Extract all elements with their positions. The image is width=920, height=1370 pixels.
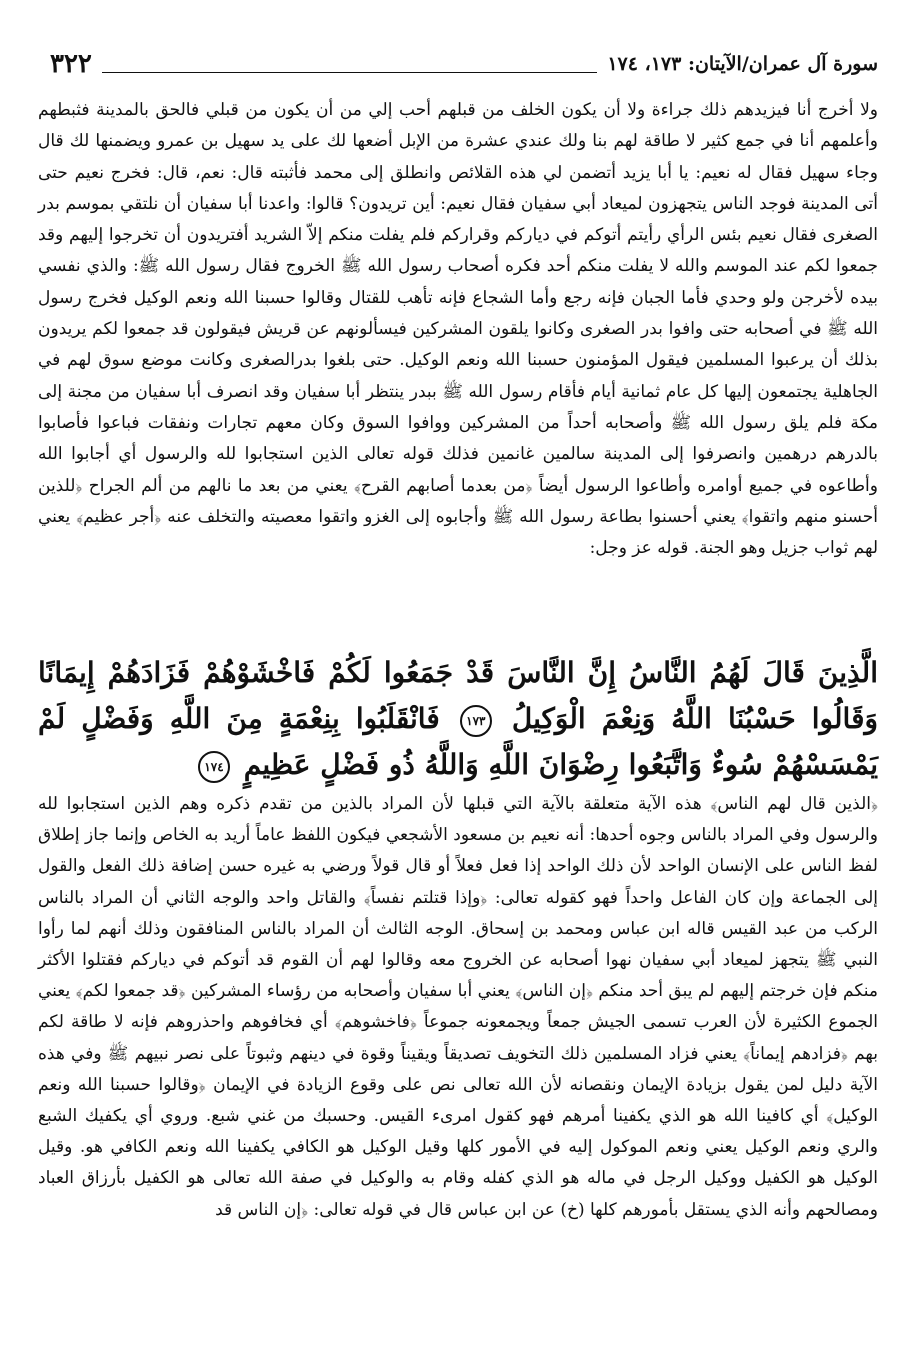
running-head: سورة آل عمران/الآيتان: ١٧٣، ١٧٤ — [607, 53, 878, 75]
commentary-paragraph-1: ولا أخرج أنا فيزيدهم ذلك جراءة ولا أن يكون الخلف من قبلهم أحب إلي من أن يكون من قبلي فالحق بالمدينة فثبطهم وأعلمهم أنا في جمع كثير لا طاقة لهم بنا ولك عندي عشرة من الإبل أضعها لك على يد سهيل بن عمرو ويضمنها لك قال وجاء سهيل فقال له نعيم: يا أبا يزيد أتضمن لي هذه القلائص وانطلق إلى محمد فأثبته قال: نعم، قال: فخرج نعيم حتى أتى المدينة فوجد الناس يتجهزون لميعاد أبي سفيان فقال نعيم: أين تريدون؟ قالوا: واعدنا أبا سفيان أن نلتقي بموسم بدر الصغرى فقال نعيم بئس الرأي رأيتم أتوكم في دياركم وقراركم فلم يفلت منكم إلاّ الشريد أفتريدون أن تخرجوا إليهم وقد جمعوا لكم عند الموسم والله لا يفلت منكم أحد فكره أصحاب رسول الله ﷺ الخروج فقال رسول الله ﷺ: والذي نفسي بيده لأخرجن ولو وحدي فأما الجبان فإنه رجع وأما الشجاع فإنه تأهب للقتال وقالوا حسبنا الله ونعم الوكيل فخرج رسول الله ﷺ في أصحابه حتى وافوا بدر الصغرى وكانوا يلقون المشركين فيسألونهم عن قريش فيقولون قد جمعوا لكم يريدون بذلك أن يرعبوا المسلمين فيقول المؤمنون حسبنا الله ونعم الوكيل. حتى بلغوا بدرالصغرى وكانت موضع سوق لهم في الجاهلية يجتمعون إليها كل عام ثمانية أيام فأقام رسول الله ﷺ ببدر ينتظر أبا سفيان وقد انصرف أبا سفيان من مجنة إلى مكة فلم يلق رسول الله ﷺ وأصحابه أحداً من المشركين ووافوا السوق وكان معهم تجارات ونفقات فباعوا فأصابوا بالدرهم درهمين وانصرفوا إلى المدينة سالمين غانمين فذلك قوله تعالى الذين استجابوا لله والرسول أي أجابوا الله وأطاعوه في جميع أوامره وأطاعوا الرسول أيضاً ﴿من بعدما أصابهم القرح﴾ يعني من بعد ما نالهم من ألم الجراح ﴿للذين أحسنو منهم واتقوا﴾ يعني أحسنوا بطاعة رسول الله ﷺ وأجابوه إلى الغزو واتقوا معصيته والتخلف عنه ﴿أجر عظيم﴾ يعني لهم ثواب جزيل وهو الجنة. قوله عز وجل: — [38, 100, 878, 559]
commentary-paragraph-2: ﴿الذين قال لهم الناس﴾ هذه الآية متعلقة بالآية التي قبلها لأن المراد بالذين من تقدم ذكره وهم الذين استجابوا لله والرسول وفي المراد بالناس وجوه أحدها: أنه نعيم بن مسعود الأشجعي فيكون اللفظ عاماً أريد به الخاص وإنما جاز إطلاق لفظ الناس على الإنسان الواحد لأن ذلك الواحد إذا فعل فعلاً أو قال قولاً ورضي به غيره حسن إضافة ذلك الفعل والقول إلى الجماعة وإن كان الفاعل واحداً فهو كقوله تعالى: ﴿وإذا قتلتم نفساً﴾ والقاتل واحد والوجه الثاني أن المراد بالناس الركب من عبد القيس قاله ابن عباس ومحمد بن إسحاق. الوجه الثالث أن المراد بالناس المنافقون وذلك أنهم لما رأوا النبي ﷺ يتجهز لميعاد أبي سفيان نهوا أصحابه عن الخروج معه وقالوا لهم أن القوم قد أتوكم في دياركم فقتلوا الأكثر منكم فإن خرجتم إليهم لم يبق أحد منكم ﴿إن الناس﴾ يعني أبا سفيان وأصحابه من رؤساء المشركين ﴿قد جمعوا لكم﴾ يعني الجموع الكثيرة لأن العرب تسمى الجيش جمعاً ويجمعونه جموعاً ﴿فاخشوهم﴾ أي فخافوهم واحذروهم فإنه لا طاقة لكم بهم ﴿فزادهم إيماناً﴾ يعني فزاد المسلمين ذلك التخويف تصديقاً ويقيناً وقوة في دينهم وثبوتاً على نصر نبيهم ﷺ وفي هذه الآية دليل لمن يقول بزيادة الإيمان ونقصانه لأن الله تعالى نص على وقوع الزيادة في الإيمان ﴿وقالوا حسبنا الله ونعم الوكيل﴾ أي كافينا الله هو الذي يكفينا أمرهم فهو كقول امرىء القيس. وحسبك من غني شبع. وروي أي يكفيك الشبع والري ونعم الوكيل يعني ونعم الموكول إليه في الأمور كلها وقيل الوكيل هو الكافي يكفينا الله ونعم الكافي هو. وقيل الوكيل هو الكفيل ووكيل الرجل في ماله هو الذي كفله وقام به والوكيل في صفة الله تعالى هو الكفيل بأرزاق العباد ومصالحهم وأنه الذي يستقل بأمورهم كلها (خ) عن ابن عباس قال في قوله تعالى: ﴿إن الناس قد — [38, 794, 878, 1220]
header-rule — [102, 56, 597, 73]
page-header — [38, 42, 878, 86]
ayah-number-173: ١٧٣ — [460, 705, 492, 737]
page-number: ٣٢٢ — [50, 49, 92, 79]
verse-text-174: فَانْقَلَبُوا بِنِعْمَةٍ مِنَ اللَّهِ وَفَضْلٍ لَمْ يَمْسَسْهُمْ سُوءٌ وَاتَّبَعُوا رِضْوَانَ اللَّهِ وَاللَّهُ ذُو فَضْلٍ عَظِيمٍ — [38, 702, 878, 781]
quran-verse-block — [38, 650, 878, 788]
ayah-number-174: ١٧٤ — [198, 751, 230, 783]
verse-text-173: الَّذِينَ قَالَ لَهُمُ النَّاسُ إِنَّ النَّاسَ قَدْ جَمَعُوا لَكُمْ فَاخْشَوْهُمْ فَزَادَهُمْ إِيمَانًا وَقَالُوا حَسْبُنَا اللَّهُ وَنِعْمَ الْوَكِيلُ — [38, 656, 878, 735]
